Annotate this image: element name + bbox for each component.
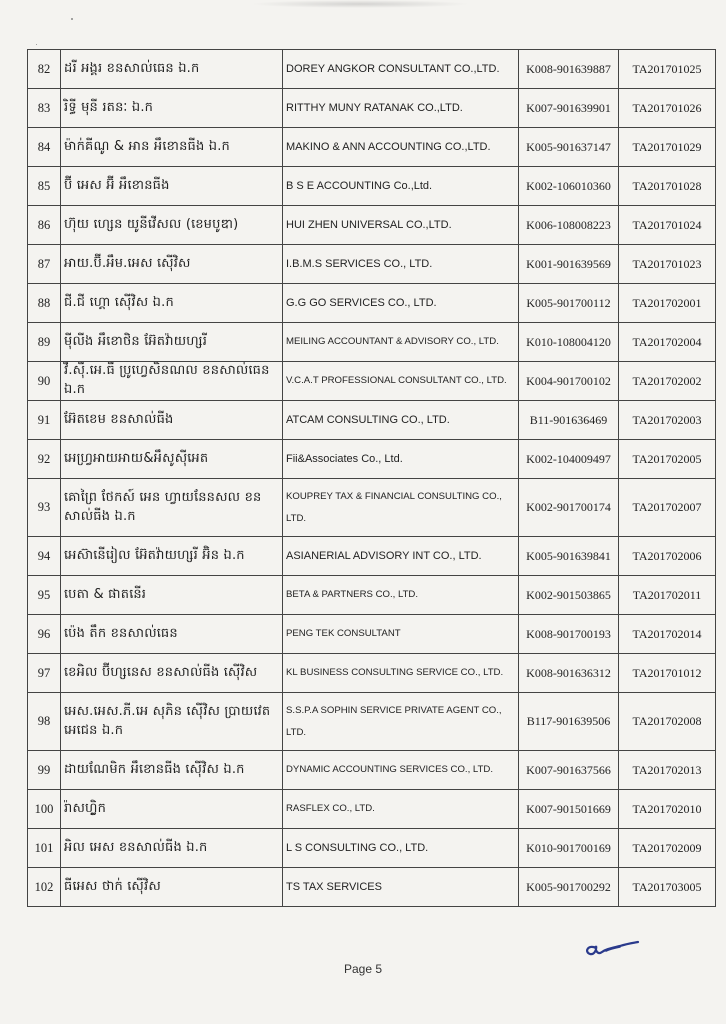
- english-name: HUI ZHEN UNIVERSAL CO.,LTD.: [283, 206, 519, 245]
- english-name: RASFLEX CO., LTD.: [283, 790, 519, 829]
- tax-id: K005-901639841: [519, 537, 619, 576]
- row-number: 92: [28, 440, 61, 479]
- tax-id: K005-901700112: [519, 284, 619, 323]
- row-number: 83: [28, 89, 61, 128]
- table-row: [28, 128, 716, 167]
- page-number: Page 5: [343, 962, 383, 976]
- khmer-name: អេស៊ានើរៀល អ៊ែតវ៉ាយហ្សរី អ៊ិន ឯ.ក: [61, 537, 283, 576]
- row-number: 93: [28, 479, 61, 537]
- scan-speck: [36, 44, 37, 45]
- english-name: PENG TEK CONSULTANT: [283, 615, 519, 654]
- khmer-name: បេតា & ផាតនើរ: [61, 576, 283, 615]
- khmer-name: ប៊ី អេស អ៊ី អឹខោនធីង: [61, 167, 283, 206]
- table-row: [28, 537, 716, 576]
- tax-id: K007-901501669: [519, 790, 619, 829]
- tax-id: K007-901639901: [519, 89, 619, 128]
- khmer-name: ហ៊ុយ ហ្សេន យូនីវើសល (ខេមបូឌា): [61, 206, 283, 245]
- english-name: L S CONSULTING CO., LTD.: [283, 829, 519, 868]
- table-row: [28, 576, 716, 615]
- english-name: Fii&Associates Co., Ltd.: [283, 440, 519, 479]
- row-number: 99: [28, 751, 61, 790]
- khmer-name: ជី.ជី ហ្គោ ស៊ើវិស ឯ.ក: [61, 284, 283, 323]
- table-row: [28, 50, 716, 89]
- row-number: 102: [28, 868, 61, 907]
- row-number: 97: [28, 654, 61, 693]
- table-row: [28, 89, 716, 128]
- row-number: 100: [28, 790, 61, 829]
- row-number: 94: [28, 537, 61, 576]
- tax-id: K002-901700174: [519, 479, 619, 537]
- english-name: TS TAX SERVICES: [283, 868, 519, 907]
- khmer-name: គោព្រៃ ថែកស៍ អេន ហ្វាយនែនសល ខន សាល់ធីង ឯ.ក: [61, 479, 283, 537]
- row-number: 95: [28, 576, 61, 615]
- registration-number: TA201701028: [619, 167, 716, 206]
- table-row: [28, 751, 716, 790]
- registration-number: TA201702001: [619, 284, 716, 323]
- table-row: [28, 693, 716, 751]
- tax-id: K008-901700193: [519, 615, 619, 654]
- tax-id: K004-901700102: [519, 362, 619, 401]
- registration-number: TA201702003: [619, 401, 716, 440]
- registration-number: TA201701029: [619, 128, 716, 167]
- registration-number: TA201702008: [619, 693, 716, 751]
- registry-table: [27, 49, 716, 907]
- registration-number: TA201701024: [619, 206, 716, 245]
- row-number: 96: [28, 615, 61, 654]
- scan-smudge: [250, 0, 470, 8]
- english-name: V.C.A.T PROFESSIONAL CONSULTANT CO., LTD.: [283, 362, 519, 401]
- table-row: [28, 401, 716, 440]
- khmer-name: ម៉ីលីង អឹខោថិន អ៊ែតវ៉ាយហ្សរី: [61, 323, 283, 362]
- row-number: 87: [28, 245, 61, 284]
- registration-number: TA201703005: [619, 868, 716, 907]
- khmer-name: ធីអេស ថាក់ ស៊ើវិស: [61, 868, 283, 907]
- tax-id: K010-901700169: [519, 829, 619, 868]
- khmer-name: អេហ្វ្រអាយអាយ&អឹសូស៊ីអេត: [61, 440, 283, 479]
- row-number: 98: [28, 693, 61, 751]
- table-row: [28, 440, 716, 479]
- table-row: [28, 245, 716, 284]
- registration-number: TA201702006: [619, 537, 716, 576]
- khmer-name: អិល អេស ខនសាល់ធីង ឯ.ក: [61, 829, 283, 868]
- row-number: 101: [28, 829, 61, 868]
- registration-number: TA201702011: [619, 576, 716, 615]
- registration-number: TA201702013: [619, 751, 716, 790]
- tax-id: K001-901639569: [519, 245, 619, 284]
- khmer-name: ប៉េង តឹក ខនសាល់ធេន: [61, 615, 283, 654]
- registration-number: TA201701026: [619, 89, 716, 128]
- tax-id: B11-901636469: [519, 401, 619, 440]
- row-number: 90: [28, 362, 61, 401]
- khmer-name: ដរី អង្គរ ខនសាល់ធេន ឯ.ក: [61, 50, 283, 89]
- row-number: 88: [28, 284, 61, 323]
- signature-mark: [582, 936, 642, 958]
- english-name: B S E ACCOUNTING Co.,Ltd.: [283, 167, 519, 206]
- table-row: [28, 654, 716, 693]
- registration-number: TA201701012: [619, 654, 716, 693]
- english-name: KL BUSINESS CONSULTING SERVICE CO., LTD.: [283, 654, 519, 693]
- english-name: I.B.M.S SERVICES CO., LTD.: [283, 245, 519, 284]
- tax-id: K008-901639887: [519, 50, 619, 89]
- english-name: RITTHY MUNY RATANAK CO.,LTD.: [283, 89, 519, 128]
- table-row: [28, 323, 716, 362]
- khmer-name: រិទ្ធី មុនី រតនៈ ឯ.ក: [61, 89, 283, 128]
- row-number: 84: [28, 128, 61, 167]
- khmer-name: អេស.អេស.ភី.អេ សុភិន ស៊ើវិស ប្រាយវេត អេជេន ឯ.ក: [61, 693, 283, 751]
- tax-id: K005-901700292: [519, 868, 619, 907]
- table-row: [28, 167, 716, 206]
- tax-id: K006-108008223: [519, 206, 619, 245]
- table-row: [28, 284, 716, 323]
- registration-number: TA201701025: [619, 50, 716, 89]
- registry-table-body: [28, 50, 716, 907]
- khmer-name: វី.ស៊ី.អេ.ធី ប្រូហ្វេសិនណល ខនសាល់ធេន ឯ.ក: [61, 362, 283, 401]
- tax-id: K010-108004120: [519, 323, 619, 362]
- tax-id: K002-106010360: [519, 167, 619, 206]
- tax-id: K007-901637566: [519, 751, 619, 790]
- tax-id: K005-901637147: [519, 128, 619, 167]
- table-row: [28, 362, 716, 401]
- row-number: 89: [28, 323, 61, 362]
- english-name: DYNAMIC ACCOUNTING SERVICES CO., LTD.: [283, 751, 519, 790]
- english-name: ATCAM CONSULTING CO., LTD.: [283, 401, 519, 440]
- row-number: 82: [28, 50, 61, 89]
- english-name: MEILING ACCOUNTANT & ADVISORY CO., LTD.: [283, 323, 519, 362]
- table-row: [28, 868, 716, 907]
- khmer-name: អាយ.ប៊ី.អឹម.អេស ស៊ើវិស: [61, 245, 283, 284]
- english-name: G.G GO SERVICES CO., LTD.: [283, 284, 519, 323]
- registration-number: TA201702002: [619, 362, 716, 401]
- registration-number: TA201702004: [619, 323, 716, 362]
- tax-id: K008-901636312: [519, 654, 619, 693]
- table-row: [28, 479, 716, 537]
- khmer-name: រ៉ាសហ្វ្លិក: [61, 790, 283, 829]
- row-number: 91: [28, 401, 61, 440]
- table-row: [28, 206, 716, 245]
- tax-id: K002-104009497: [519, 440, 619, 479]
- table-row: [28, 829, 716, 868]
- english-name: DOREY ANGKOR CONSULTANT CO.,LTD.: [283, 50, 519, 89]
- tax-id: K002-901503865: [519, 576, 619, 615]
- row-number: 85: [28, 167, 61, 206]
- english-name: KOUPREY TAX & FINANCIAL CONSULTING CO., LTD.: [283, 479, 519, 537]
- english-name: ASIANERIAL ADVISORY INT CO., LTD.: [283, 537, 519, 576]
- table-row: [28, 615, 716, 654]
- khmer-name: ដាយណែមិក អឹខោនធីង ស៊ើវិស ឯ.ក: [61, 751, 283, 790]
- khmer-name: អ៊ែតខេម ខនសាល់ធីង: [61, 401, 283, 440]
- row-number: 86: [28, 206, 61, 245]
- registration-number: TA201702009: [619, 829, 716, 868]
- english-name: S.S.P.A SOPHIN SERVICE PRIVATE AGENT CO., LTD.: [283, 693, 519, 751]
- table-row: [28, 790, 716, 829]
- registration-number: TA201701023: [619, 245, 716, 284]
- english-name: MAKINO & ANN ACCOUNTING CO.,LTD.: [283, 128, 519, 167]
- registration-number: TA201702005: [619, 440, 716, 479]
- registration-number: TA201702014: [619, 615, 716, 654]
- scan-speck: [71, 18, 73, 20]
- khmer-name: ម៉ាក់គីណូ & អាន អឹខោនធីង ឯ.ក: [61, 128, 283, 167]
- registration-number: TA201702007: [619, 479, 716, 537]
- khmer-name: ខេអិល ប៊ីហ្សនេស ខនសាល់ធីង ស៊ើវិស: [61, 654, 283, 693]
- english-name: BETA & PARTNERS CO., LTD.: [283, 576, 519, 615]
- tax-id: B117-901639506: [519, 693, 619, 751]
- registration-number: TA201702010: [619, 790, 716, 829]
